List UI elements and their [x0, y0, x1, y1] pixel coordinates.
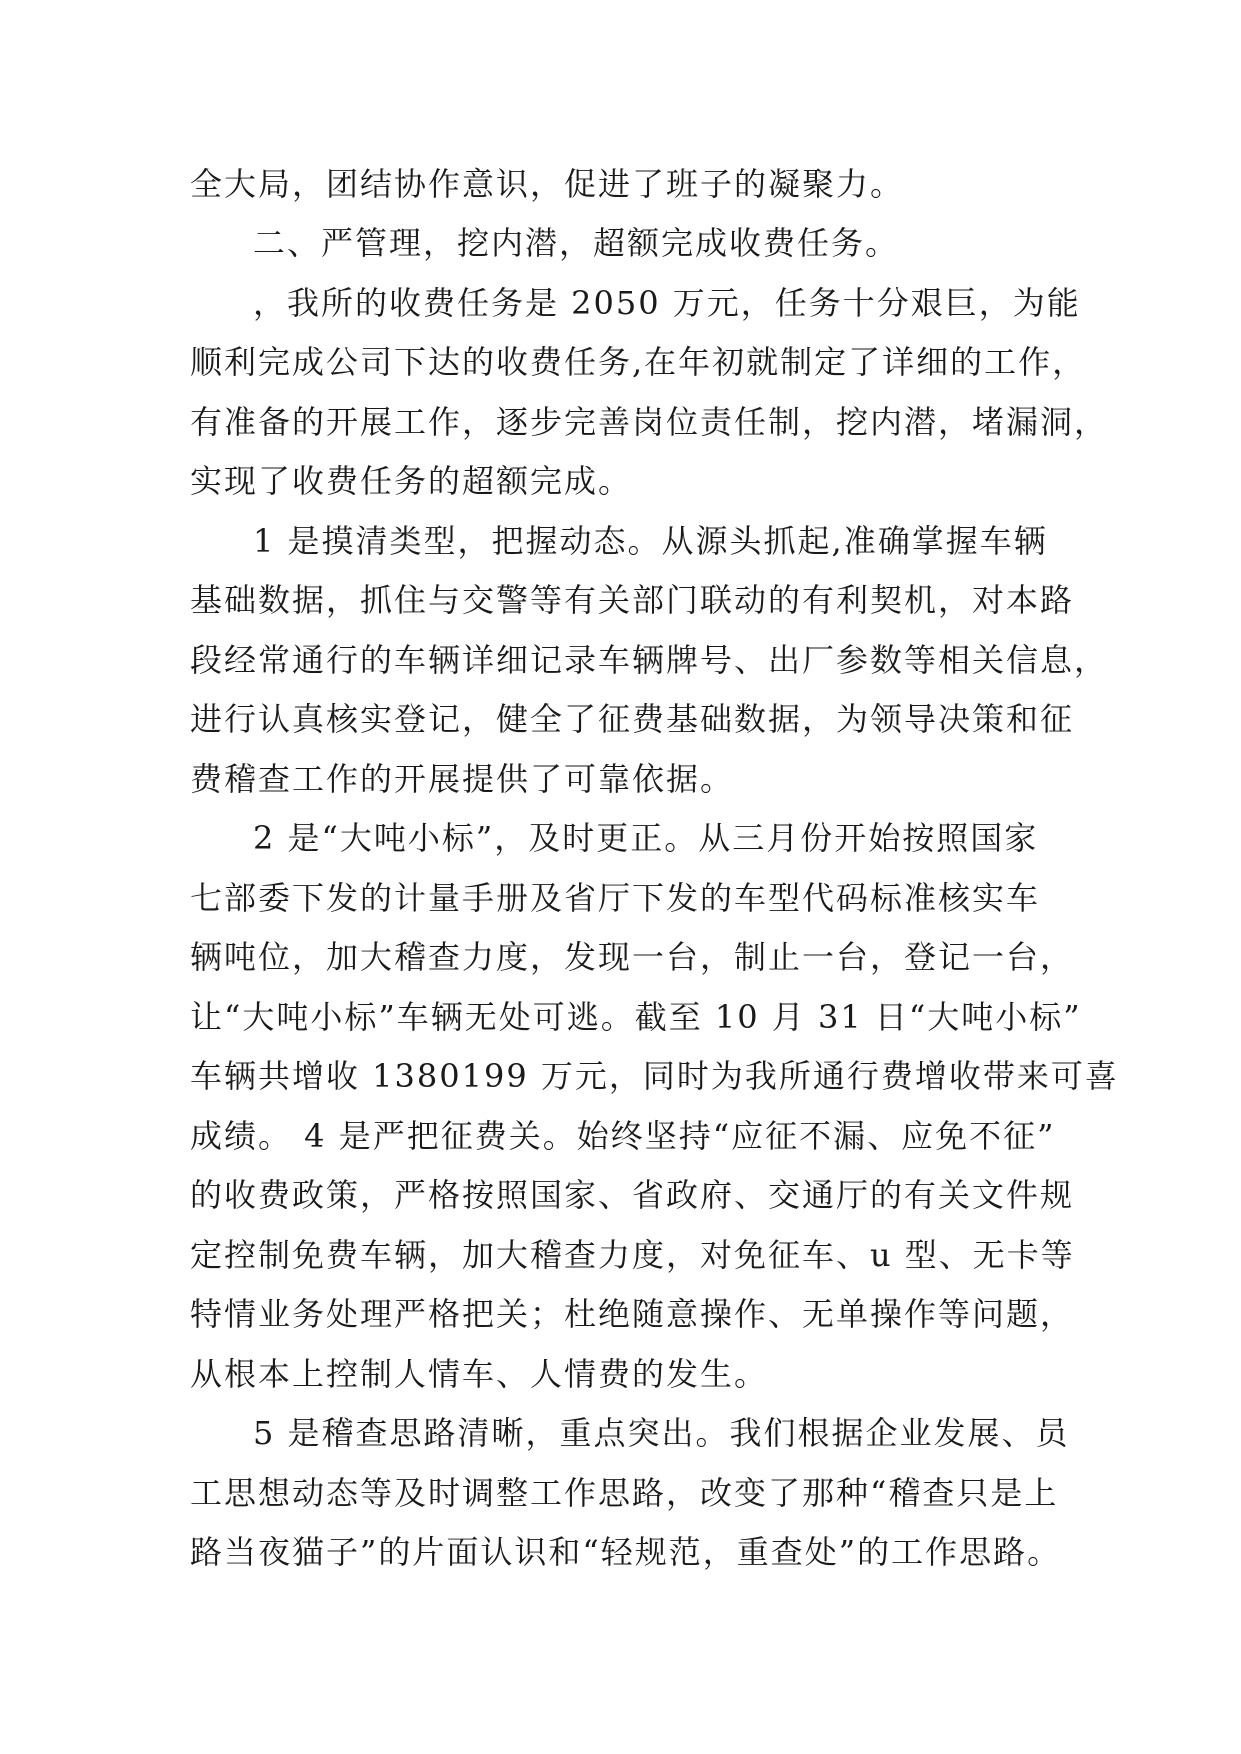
text-line: 让“大吨小标”车辆无处可逃。截至 10 月 31 日“大吨小标” — [190, 998, 1082, 1036]
text-line: ，我所的收费任务是 2050 万元，任务十分艰巨，为能 — [253, 284, 1081, 322]
text-line: 从根本上控制人情车、人情费的发生。 — [190, 1355, 769, 1393]
text-line: 辆吨位，加大稽查力度，发现一台，制止一台，登记一台， — [190, 938, 1075, 976]
text-line: 1 是摸清类型，把握动态。从源头抓起,准确掌握车辆 — [253, 522, 1048, 560]
text-line: 段经常通行的车辆详细记录车辆牌号、出厂参数等相关信息， — [190, 641, 1109, 679]
text-line: 费稽查工作的开展提供了可靠依据。 — [190, 760, 735, 798]
text-line: 有准备的开展工作，逐步完善岗位责任制，挖内潜，堵漏洞， — [190, 403, 1109, 441]
text-line: 七部委下发的计量手册及省厅下发的车型代码标准核实车 — [190, 879, 1041, 917]
text-line: 2 是“大吨小标”，及时更正。从三月份开始按照国家 — [253, 819, 1039, 857]
text-line: 进行认真核实登记，健全了征费基础数据，为领导决策和征 — [190, 700, 1075, 738]
text-line: 的收费政策，严格按照国家、省政府、交通厅的有关文件规 — [190, 1176, 1075, 1214]
text-line: 路当夜猫子”的片面认识和“轻规范，重查处”的工作思路。 — [190, 1533, 1062, 1571]
text-line: 工思想动态等及时调整工作思路，改变了那种“稽查只是上 — [190, 1474, 1059, 1512]
text-line: 全大局，团结协作意识，促进了班子的凝聚力。 — [190, 165, 905, 203]
text-line: 特情业务处理严格把关；杜绝随意操作、无单操作等问题， — [190, 1295, 1075, 1333]
text-line: 基础数据，抓住与交警等有关部门联动的有利契机，对本路 — [190, 581, 1075, 619]
text-line: 定控制免费车辆，加大稽查力度，对免征车、u 型、无卡等 — [190, 1236, 1075, 1274]
text-line: 5 是稽查思路清晰，重点突出。我们根据企业发展、员 — [253, 1414, 1070, 1452]
text-line: 实现了收费任务的超额完成。 — [190, 462, 633, 500]
section-heading: 二、严管理，挖内潜，超额完成收费任务。 — [253, 224, 900, 262]
text-line: 成绩。 4 是严把征费关。始终坚持“应征不漏、应免不征” — [190, 1117, 1056, 1155]
text-line: 顺利完成公司下达的收费任务,在年初就制定了详细的工作， — [190, 343, 1087, 381]
text-line: 车辆共增收 1380199 万元，同时为我所通行费增收带来可喜 — [190, 1057, 1119, 1095]
